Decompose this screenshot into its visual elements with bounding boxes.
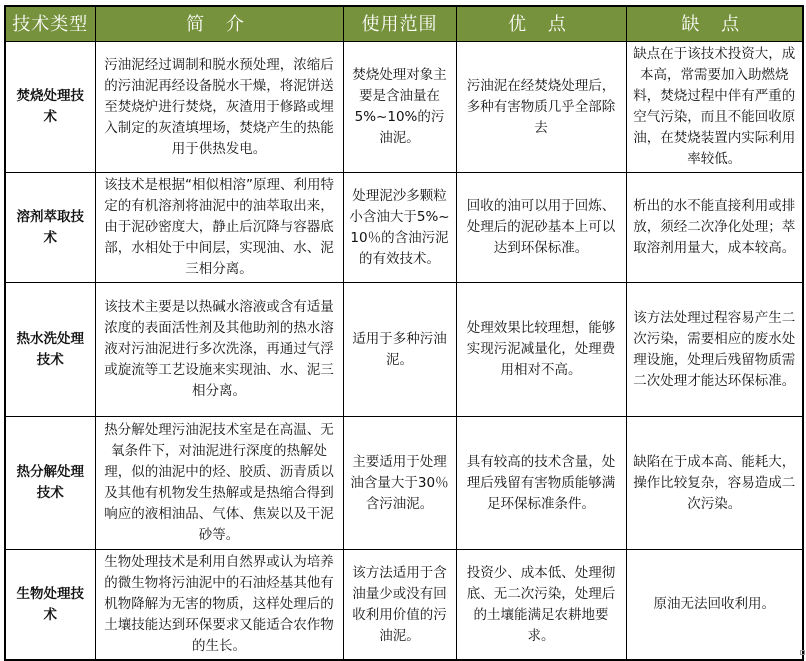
cell-intro: 污油泥经过调制和脱水预处理，浓缩后的污油泥再经设备脱水干燥，将泥饼送至焚烧炉进行焚烧，灰渣用于修路或埋入制定的灰渣填埋场，焚烧产生的热能用于供热发电。 — [95, 42, 343, 173]
cell-cons: 该方法处理过程容易产生二次污染，需要相应的废水处理设施，处理后残留物质需二次处理才能达环保标准。 — [626, 283, 803, 417]
table-row-incineration — [5, 42, 803, 173]
cell-intro: 该技术是根据“相似相溶”原理、利用特定的有机溶剂将油泥中的油萃取出来，由于泥砂密度大，静止后沉降与容器底部，水相处于中间层，实现油、水、泥三相分离。 — [95, 173, 343, 283]
cell-type: 溶剂萃取技术 — [5, 173, 95, 283]
cell-type: 生物处理技术 — [5, 550, 95, 661]
cell-intro: 该技术主要是以热碱水溶液或含有适量浓度的表面活性剂及其他助剂的热水溶液对污油泥进行多次洗涤，再通过气浮或旋流等工艺设施来实现油、水、泥三相分离。 — [95, 283, 343, 417]
cell-intro: 热分解处理污油泥技术室是在高温、无氧条件下，对油泥进行深度的热解处理，似的油泥中的烃、胶质、沥青质以及其他有机物发生热解或是热缩合得到响应的液相油品、气体、焦炭以及干泥砂等。 — [95, 417, 343, 550]
table-row-hot-water-washing — [5, 283, 803, 417]
table-row-solvent-extraction — [5, 173, 803, 283]
cell-scope: 适用于多种污油泥。 — [343, 283, 456, 417]
cell-type: 焚烧处理技术 — [5, 42, 95, 173]
table-row-biological — [5, 550, 803, 661]
cell-scope: 处理泥沙多颗粒小含油大于5%~10％的含油污泥的有效技术。 — [343, 173, 456, 283]
resize-handle-icon — [800, 650, 805, 655]
comparison-table-wrapper — [4, 5, 804, 661]
header-advantages: 优 点 — [456, 6, 626, 42]
header-scope: 使用范围 — [343, 6, 456, 42]
header-row — [5, 6, 803, 42]
cell-cons: 析出的水不能直接利用或排放，须经二次净化处理；萃取溶剂用量大，成本较高。 — [626, 173, 803, 283]
cell-intro: 生物处理技术是利用自然界或认为培养的微生物将污油泥中的石油烃基其他有机物降解为无害的物质，这样处理后的土壤技能达到环保要求又能适合农作物的生长。 — [95, 550, 343, 661]
cell-type: 热分解处理技术 — [5, 417, 95, 550]
cell-cons: 缺陷在于成本高、能耗大，操作比较复杂，容易造成二次污染。 — [626, 417, 803, 550]
cell-scope: 主要适用于处理油含量大于30％含污油泥。 — [343, 417, 456, 550]
cell-scope: 该方法适用于含油量少或没有回收利用价值的污油泥。 — [343, 550, 456, 661]
header-introduction: 简 介 — [95, 6, 343, 42]
table-row-pyrolysis — [5, 417, 803, 550]
header-disadvantages: 缺 点 — [626, 6, 803, 42]
cell-scope: 焚烧处理对象主要是含油量在 5%~10%的污油泥。 — [343, 42, 456, 173]
cell-pros: 投资少、成本低、处理彻底、无二次污染，处理后的土壤能满足农耕地要求。 — [456, 550, 626, 661]
cell-cons: 缺点在于该技术投资大，成本高，常需要加入助燃烧料，焚烧过程中伴有严重的空气污染，而且不能回收原油，在焚烧装置内实际利用率较低。 — [626, 42, 803, 173]
header-technology-type: 技术类型 — [5, 6, 95, 42]
oil-sludge-treatment-comparison-table — [4, 5, 804, 661]
cell-pros: 回收的油可以用于回炼、处理后的泥砂基本上可以达到环保标准。 — [456, 173, 626, 283]
cell-pros: 污油泥在经焚烧处理后，多种有害物质几乎全部除去 — [456, 42, 626, 173]
cell-cons: 原油无法回收利用。 — [626, 550, 803, 661]
cell-pros: 处理效果比较理想，能够实现污泥减量化，处理费用相对不高。 — [456, 283, 626, 417]
cell-type: 热水洗处理技术 — [5, 283, 95, 417]
cell-pros: 具有较高的技术含量，处理后残留有害物质能够满足环保标准条件。 — [456, 417, 626, 550]
